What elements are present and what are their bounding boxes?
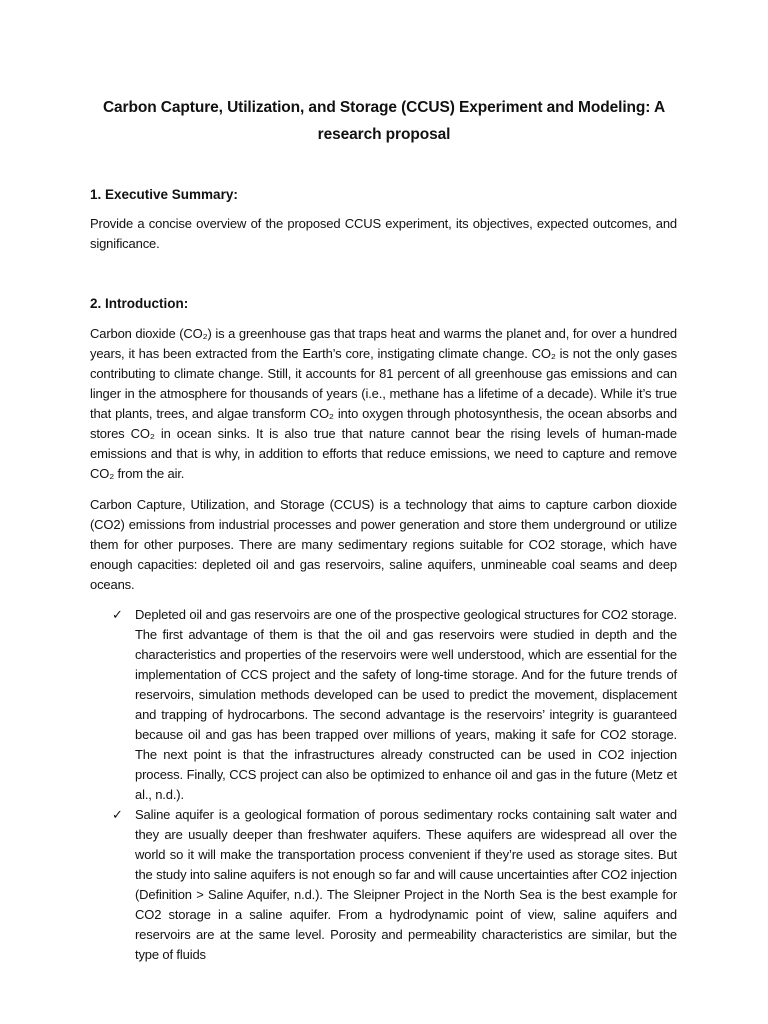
storage-options-list [112, 605, 677, 965]
section-heading-executive-summary: 1. Executive Summary: [90, 187, 238, 202]
bullet-text-depleted-reservoirs: Depleted oil and gas reservoirs are one of the prospective geological structures for CO2 storage. The first advantage of them is that the oil and gas reservoirs were studied in depth and the characteristics and properties of the reservoirs were well understood, which are essential for the implementation of CCS project and the safety of long-time storage. And for the future trends of reservoirs, simulation methods developed can be used to predict the movement, displacement and trapping of hydrocarbons. The second advantage is the reservoirs’ integrity is guaranteed because oil and gas has been trapped over millions of years, making it safe for CO2 storage. The next point is that the infrastructures already constructed can be used in CO2 injection process. Finally, CCS project can also be optimized to enhance oil and gas in the future (Metz et al., n.d.). [135, 607, 677, 802]
list-item [112, 605, 677, 805]
bullet-text-saline-aquifer: Saline aquifer is a geological formation of porous sedimentary rocks containing salt water and they are usually deeper than freshwater aquifers. These aquifers are widespread all over the world so it will make the transportation process convenient if they’re used as storage sites. But the study into saline aquifers is not enough so far and will cause uncertainties after CO2 injection (Definition > Saline Aquifer, n.d.). The Sleipner Project in the North Sea is the best example for CO2 storage in a saline aquifer. From a hydrodynamic point of view, saline aquifers and reservoirs are at the same level. Porosity and permeability characteristics are similar, but the type of fluids [135, 807, 677, 962]
executive-summary-paragraph: Provide a concise overview of the proposed CCUS experiment, its objectives, expected outcomes, and significance. [90, 216, 677, 251]
checkmark-icon: ✓ [112, 607, 123, 622]
document-title: Carbon Capture, Utilization, and Storage (CCUS) Experiment and Modeling: A research proposal [102, 99, 666, 143]
section-heading-introduction: 2. Introduction: [90, 296, 189, 311]
list-item [112, 805, 677, 965]
introduction-paragraph-ccus: Carbon Capture, Utilization, and Storage (CCUS) is a technology that aims to capture carbon dioxide (CO2) emissions from industrial processes and power generation and store them underground or utilize them for other purposes. There are many sedimentary regions suitable for CO2 storage, which have enough capacities: depleted oil and gas reservoirs, saline aquifers, unmineable coal seams and deep oceans. [90, 497, 677, 592]
introduction-paragraph-co2: Carbon dioxide (CO₂) is a greenhouse gas that traps heat and warms the planet and, for over a hundred years, it has been extracted from the Earth’s core, instigating climate change. CO₂ is not the only gases contributing to climate change. Still, it accounts for 81 percent of all greenhouse gas emissions and can linger in the atmosphere for thousands of years (i.e., methane has a lifetime of a decade). While it’s true that plants, trees, and algae transform CO₂ into oxygen through photosynthesis, the ocean absorbs and stores CO₂ in ocean sinks. It is also true that nature cannot bear the rising levels of human-made emissions and that is why, in addition to efforts that reduce emissions, we need to capture and remove CO₂ from the air. [90, 326, 677, 481]
checkmark-icon: ✓ [112, 807, 123, 822]
